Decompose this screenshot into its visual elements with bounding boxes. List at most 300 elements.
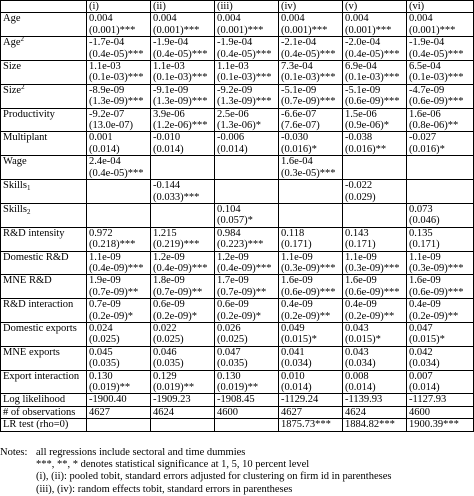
standard-error: (0.9e-06)* [345,120,390,132]
table-cell [407,275,474,299]
cell-value: -1139.93 [345,394,383,406]
coefficient [409,180,473,191]
standard-error: (0.4e-09)*** [153,262,208,274]
coefficient: 0.6e-09 [217,299,249,311]
table-body [1,13,474,431]
table-row [1,108,474,132]
coefficient: 1.8e-09 [153,275,185,287]
standard-error: (0.001)*** [89,24,136,36]
coefficient: 0.049 [281,322,305,334]
coefficient: 0.118 [281,227,305,239]
standard-error: (0.4e-05)*** [345,48,400,60]
standard-error: (0.1e-03)*** [153,72,208,84]
table-cell [343,180,407,204]
coefficient: 0.104 [217,203,241,215]
coefficient: 0.004 [217,13,241,25]
standard-error [409,168,473,179]
table-cell [151,346,215,370]
coefficient: 1.215 [153,227,177,239]
standard-error: (0.2e-09)* [217,310,262,322]
table-cell [87,251,151,275]
standard-error: (0.001)*** [217,24,264,36]
coefficient: 0.972 [89,227,113,239]
coefficient: 1.6e-04 [281,156,313,168]
column-header: (i) [87,1,151,13]
table-cell [151,370,215,394]
row-label-text: Size [3,84,22,96]
coefficient: 0.7e-09 [89,299,121,311]
standard-error: (0.2e-09)** [409,310,459,322]
cell-value: 4624 [153,406,174,418]
coefficient: 2.4e-04 [89,156,121,168]
table-cell [87,406,151,418]
standard-error [89,191,150,202]
coefficient: -1.9e-04 [409,37,445,49]
table-cell [343,61,407,85]
table-cell [279,108,343,132]
table-cell [343,275,407,299]
coefficient: 0.041 [281,346,305,358]
standard-error: (0.014) [281,382,312,393]
standard-error: (0.001)*** [409,24,456,36]
coefficient: 1.6e-09 [281,275,313,287]
coefficient: 0.4e-09 [409,299,441,311]
table-cell [151,132,215,156]
table-cell [407,61,474,85]
table-cell [215,346,279,370]
coefficient: 0.045 [89,346,113,358]
standard-error: (0.015)* [409,334,445,346]
table-cell [279,132,343,156]
note-line [0,459,474,471]
table-cell [343,108,407,132]
cell-value: 4600 [409,406,430,418]
standard-error: (0.3e-09)*** [345,262,400,274]
coefficient: 1.6e-09 [345,275,377,287]
coefficient: 0.026 [217,322,241,334]
table-cell [343,406,407,418]
row-label [1,84,87,108]
coefficient: 0.022 [153,322,177,334]
coefficient: 1.1e-09 [345,251,377,263]
note-text: (i), (ii): pooled tobit, standard errors adjusted for clustering on firm id in parentheses [36,471,392,483]
cell-value: 4624 [345,406,366,418]
row-label-text: Log likelihood [3,394,66,406]
row-label [1,227,87,251]
table-cell [151,227,215,251]
notes-label: Notes: [0,447,28,458]
standard-error: (0.034) [409,358,440,370]
coefficient: 1.2e-09 [217,251,249,263]
table-cell [215,108,279,132]
table-cell [151,299,215,323]
coefficient [217,156,278,167]
table-cell [87,108,151,132]
coefficient: 0.004 [89,13,113,25]
standard-error: (0.171) [409,239,440,251]
standard-error: (0.7e-09)** [153,286,203,298]
row-label [1,180,87,204]
table-row [1,251,474,275]
table-cell [215,227,279,251]
table-cell [343,370,407,394]
standard-error: (13.0e-07) [89,120,134,132]
row-label-text: Wage [3,156,27,168]
table-cell [279,203,343,227]
row-label-subscript: 1 [26,184,31,193]
coefficient [153,156,214,167]
standard-error: (0.4e-05)*** [217,48,272,60]
cell-value: -1909.23 [153,394,191,406]
coefficient: 0.984 [217,227,241,239]
coefficient: 6.5e-04 [409,61,441,73]
standard-error: (0.2e-09)* [89,310,134,322]
table-cell [279,419,343,431]
row-label-text: Multiplant [3,132,48,144]
standard-error [281,215,342,226]
table-cell [279,84,343,108]
table-cell [87,394,151,406]
standard-error: (0.035) [153,358,184,370]
row-label [1,394,87,406]
table-row [1,61,474,85]
table-cell [407,132,474,156]
table-row [1,37,474,61]
table-row [1,156,474,180]
table-cell [215,132,279,156]
table-cell [151,156,215,180]
coefficient: -8.9e-09 [89,84,125,96]
table-row [1,370,474,394]
standard-error: (0.014) [153,143,184,155]
coefficient: 1.1e-09 [89,251,121,263]
row-label-text: MNE exports [3,346,60,358]
standard-error: (0.3e-09)*** [281,262,336,274]
table-cell [87,132,151,156]
cell-value: -1908.45 [217,394,255,406]
table-cell [279,13,343,37]
table-cell [151,275,215,299]
standard-error: (0.4e-09)*** [217,262,272,274]
cell-value: 4627 [89,406,110,418]
row-label [1,13,87,37]
coefficient: -0.027 [409,132,437,144]
standard-error [89,215,150,226]
note-line [0,447,474,459]
standard-error: (0.8e-06)** [409,120,459,132]
standard-error: (0.025) [217,334,248,346]
table-cell [87,275,151,299]
coefficient: 0.007 [409,370,433,382]
standard-error: (0.4e-05)*** [89,48,144,60]
cell-value: 4627 [281,406,302,418]
standard-error: (0.2e-09)* [153,310,198,322]
table-cell [343,299,407,323]
table-cell [279,37,343,61]
coefficient [153,204,214,215]
table-cell [343,394,407,406]
coefficient: -0.144 [153,180,181,192]
standard-error [153,215,214,226]
table-cell [279,406,343,418]
coefficient: 0.001 [89,132,113,144]
standard-error: (0.035) [217,358,248,370]
cell-value: 1875.73*** [281,419,331,431]
row-label [1,251,87,275]
table-cell [215,370,279,394]
coefficient: 0.046 [153,346,177,358]
coefficient: -1.7e-04 [89,37,125,49]
standard-error [409,191,473,202]
table-cell [343,251,407,275]
table-cell [343,13,407,37]
row-label [1,346,87,370]
note-text: ***, **, * denotes statistical significance at 1, 5, 10 percent level [36,459,310,471]
coefficient: 0.042 [409,346,433,358]
table-cell [407,156,474,180]
table-row [1,132,474,156]
standard-error [345,215,406,226]
standard-error: (1.3e-09)*** [217,96,272,108]
row-label-text: Domestic exports [3,322,77,334]
table-row [1,419,474,431]
table-cell [343,322,407,346]
table-row [1,299,474,323]
table-cell [279,275,343,299]
cell-value: 1884.82*** [345,419,395,431]
coefficient: -1.9e-04 [217,37,253,49]
table-cell [343,132,407,156]
standard-error [281,191,342,202]
standard-error: (0.6e-09)*** [281,286,336,298]
cell-value: -1900.40 [89,394,127,406]
row-label [1,406,87,418]
column-header: (ii) [151,1,215,13]
standard-error [345,168,406,179]
table-row [1,394,474,406]
table-cell [215,61,279,85]
coefficient: 1.7e-09 [217,275,249,287]
row-label-superscript: 2 [20,36,24,44]
table-cell [87,37,151,61]
table-cell [407,370,474,394]
table-cell [343,419,407,431]
table-cell [215,394,279,406]
coefficient: -5.1e-09 [281,84,317,96]
standard-error [217,168,278,179]
standard-error: (0.1e-03)*** [281,72,336,84]
coefficient: 0.073 [409,203,433,215]
table-cell [215,419,279,431]
coefficient: -2.0e-04 [345,37,381,49]
coefficient: -6.6e-07 [281,108,317,120]
table-cell [279,346,343,370]
standard-error: (1.3e-06)* [217,120,262,132]
coefficient: 0.4e-09 [281,299,313,311]
coefficient: 0.024 [89,322,113,334]
standard-error: (0.219)*** [153,239,200,251]
coefficient: 1.1e-03 [89,61,121,73]
table-cell [151,180,215,204]
table-cell [279,299,343,323]
table-cell [151,108,215,132]
row-label [1,299,87,323]
table-cell [215,299,279,323]
table-cell [87,227,151,251]
coefficient: -9.2e-09 [217,84,253,96]
standard-error: (0.6e-09)*** [409,286,464,298]
table-cell [407,108,474,132]
standard-error: (0.2e-09)** [345,310,395,322]
coefficient: 7.3e-04 [281,61,313,73]
standard-error: (0.1e-03)*** [409,72,464,84]
row-label-text: R&D interaction [3,299,74,311]
table-cell [407,406,474,418]
table-cell [279,394,343,406]
table-cell [151,13,215,37]
coefficient [345,156,406,167]
coefficient [281,204,342,215]
row-label-text: Skills [3,180,27,192]
coefficient: 0.4e-09 [345,299,377,311]
coefficient: 0.004 [345,13,369,25]
table-cell [151,394,215,406]
standard-error: (1.3e-09)*** [89,96,144,108]
table-cell [151,84,215,108]
standard-error: (0.2e-09)** [281,310,331,322]
standard-error: (0.1e-03)*** [345,72,400,84]
table-cell [151,251,215,275]
table-cell [279,61,343,85]
table-cell [87,203,151,227]
coefficient [89,180,150,191]
table-cell [279,156,343,180]
standard-error: (1.2e-06)*** [153,120,208,132]
standard-error: (0.015)* [345,334,381,346]
standard-error: (0.1e-03)*** [89,72,144,84]
table-cell [407,227,474,251]
coefficient: -0.038 [345,132,373,144]
table-header-row [1,1,474,13]
row-label-superscript: 2 [21,84,25,91]
table-cell [87,84,151,108]
table-cell [279,322,343,346]
coefficient [89,204,150,215]
standard-error: (7.6e-07) [281,120,320,132]
standard-error: (0.4e-05)*** [281,48,336,60]
table-cell [343,84,407,108]
standard-error: (0.218)*** [89,239,136,251]
table-cell [343,156,407,180]
standard-error: (0.057)* [217,215,253,227]
table-cell [407,299,474,323]
standard-error: (0.029) [345,191,376,203]
table-cell [151,406,215,418]
table-cell [407,180,474,204]
table-cell [343,227,407,251]
table-cell [215,203,279,227]
standard-error: (0.033)*** [153,191,200,203]
coefficient: -2.1e-04 [281,37,317,49]
table-cell [87,322,151,346]
coefficient: -9.2e-07 [89,108,125,120]
standard-error: (0.001)*** [345,24,392,36]
table-row [1,227,474,251]
table-cell [87,156,151,180]
coefficient: 0.043 [345,322,369,334]
standard-error: (0.034) [281,358,312,370]
table-row [1,275,474,299]
table-cell [407,346,474,370]
coefficient: 0.143 [345,227,369,239]
table-cell [215,180,279,204]
standard-error: (0.6e-09)*** [345,286,400,298]
coefficient: 0.135 [409,227,433,239]
coefficient: 1.1e-03 [217,61,249,73]
table-cell [87,370,151,394]
table-cell [407,84,474,108]
standard-error: (0.3e-05)*** [281,167,336,179]
row-label-text: R&D intensity [3,227,65,239]
cell-value: -1127.93 [409,394,447,406]
coefficient: 1.9e-09 [89,275,121,287]
table-cell [215,37,279,61]
table-cell [343,203,407,227]
coefficient: 3.9e-06 [153,108,185,120]
table-cell [215,156,279,180]
standard-error: (0.4e-05)*** [89,167,144,179]
table-cell [87,346,151,370]
row-label-text: Domestic R&D [3,251,69,263]
standard-error: (0.025) [89,334,120,346]
coefficient: -1.9e-04 [153,37,189,49]
coefficient: 1.5e-06 [345,108,377,120]
table-row [1,322,474,346]
note-text: all regressions include sectoral and time dummies [36,447,246,458]
table-cell [343,346,407,370]
standard-error: (0.015)* [281,334,317,346]
table-row [1,203,474,227]
coefficient: 1.1e-09 [409,251,441,263]
note-line [0,484,474,496]
table-row [1,406,474,418]
coefficient: 1.6e-06 [409,108,441,120]
table-cell [215,84,279,108]
cell-value: 1900.39*** [409,419,459,431]
table-cell [151,322,215,346]
column-header: (iii) [215,1,279,13]
standard-error: (0.016)* [281,143,317,155]
table-cell [279,180,343,204]
standard-error: (0.016)** [345,143,387,155]
standard-error: (0.025) [153,334,184,346]
table-cell [87,180,151,204]
coefficient: -9.1e-09 [153,84,189,96]
standard-error: (0.035) [89,358,120,370]
standard-error: (0.7e-09)** [217,286,267,298]
coefficient: -0.030 [281,132,309,144]
row-label [1,322,87,346]
row-label [1,132,87,156]
coefficient: -0.022 [345,180,373,192]
row-label [1,419,87,431]
standard-error: (0.014) [409,382,440,393]
coefficient: -0.006 [217,132,245,144]
table-cell [151,37,215,61]
column-header: (vi) [407,1,474,13]
table-cell [279,227,343,251]
standard-error: (0.001)*** [281,24,328,36]
